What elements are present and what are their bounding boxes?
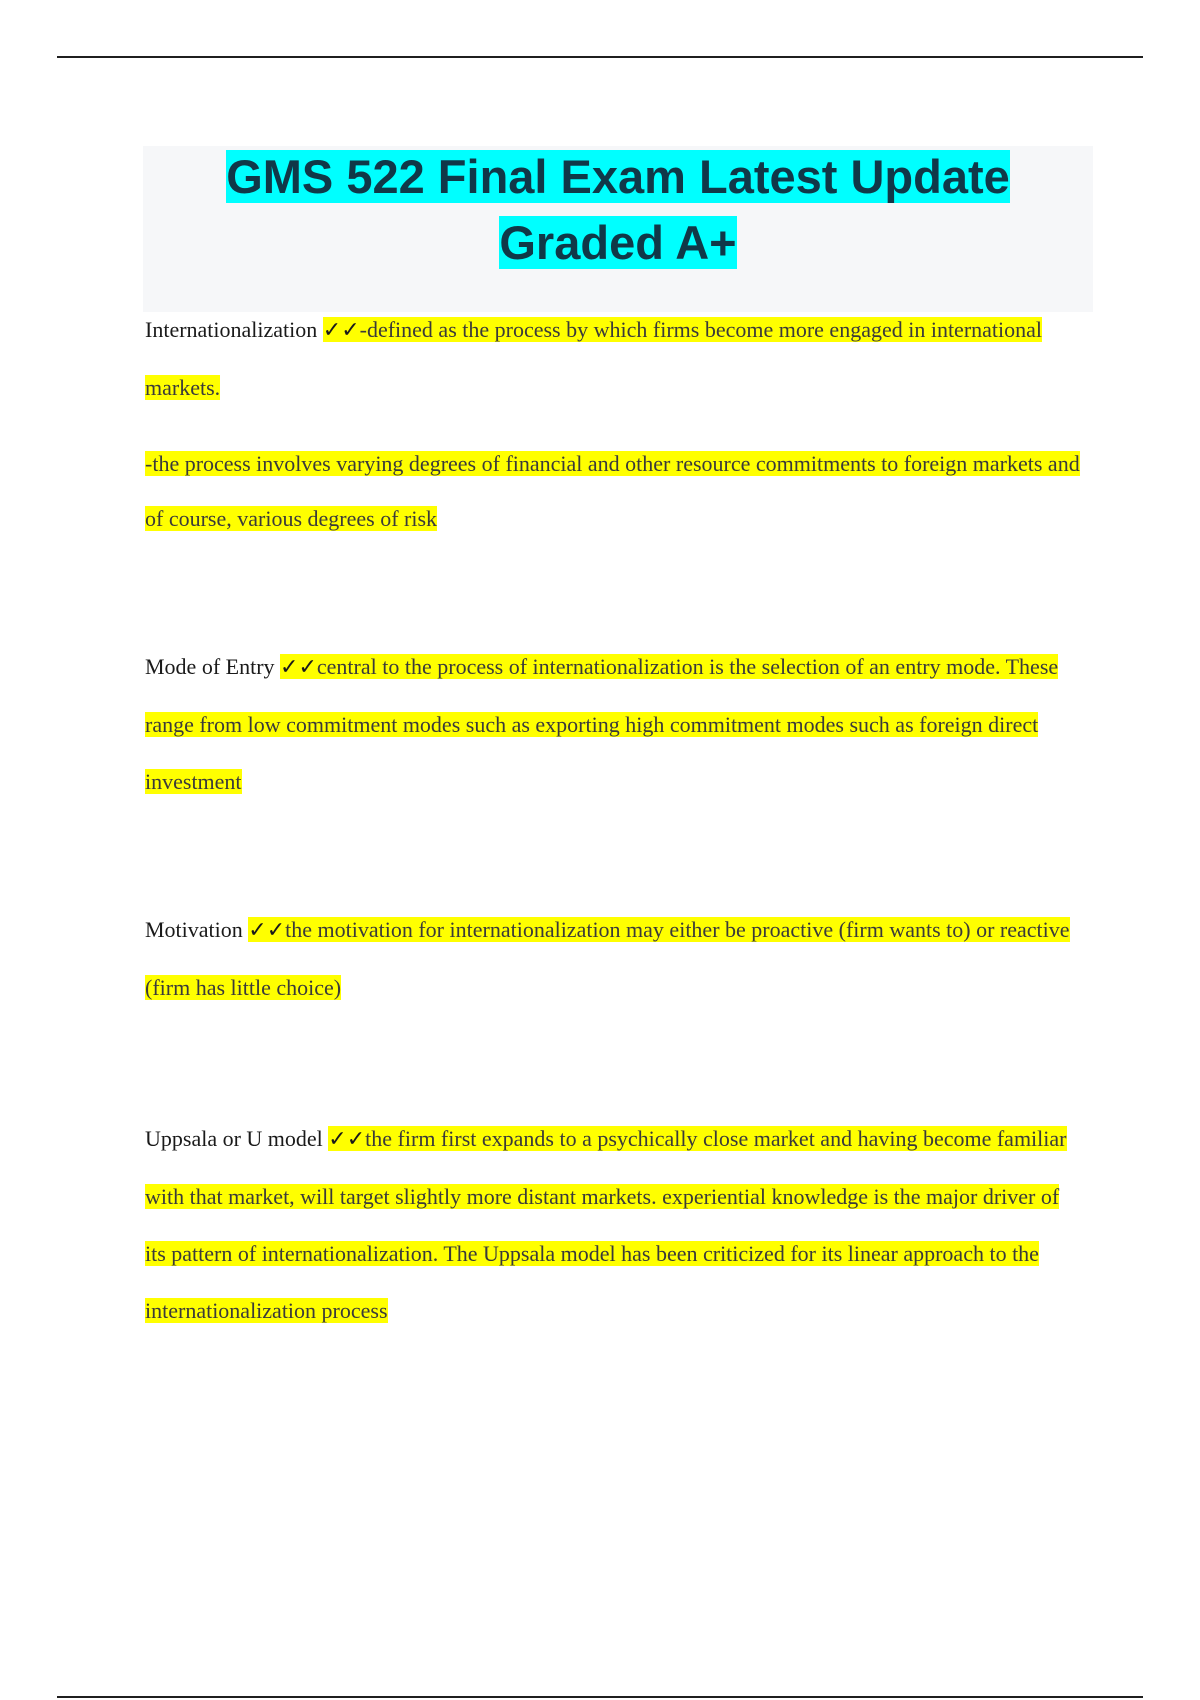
top-rule xyxy=(57,56,1143,58)
bottom-rule xyxy=(57,1696,1143,1698)
title-banner xyxy=(143,146,1093,312)
entry-mode-of-entry xyxy=(145,638,1085,810)
entry-term: Internationalization xyxy=(145,317,323,342)
check-mark-icon: ✓✓ xyxy=(280,655,317,680)
entry-internationalization-extra xyxy=(145,436,1085,546)
check-mark-icon: ✓✓ xyxy=(328,1127,366,1152)
entry-definition: -defined as the process by which firms become more engaged in international markets. xyxy=(145,317,1043,400)
check-mark-icon: ✓✓ xyxy=(248,918,286,943)
entry-definition: the motivation for internationalization may either be proactive (firm wants to) or reactive (firm has little choice) xyxy=(145,917,1070,1000)
entry-definition: central to the process of internationalization is the selection of an entry mode. These range from low commitment modes such as exporting high commitment modes such as foreign direct investment xyxy=(145,654,1059,794)
document-title: GMS 522 Final Exam Latest Update Graded A+ xyxy=(226,150,1010,269)
entry-internationalization xyxy=(145,301,1085,416)
entry-term: Mode of Entry xyxy=(145,654,281,679)
entry-definition: the firm first expands to a psychically close market and having become familiar with that market, will target slightly more distant markets. experiential knowledge is the major driver of its pattern of internationalization. The Uppsala model has been criticized for its linear approach to the internationalization process xyxy=(145,1126,1067,1323)
entry-uppsala-model xyxy=(145,1110,1085,1339)
entry-term: Motivation xyxy=(145,917,249,942)
entry-term: Uppsala or U model xyxy=(145,1126,329,1151)
check-mark-icon: ✓✓ xyxy=(322,318,360,343)
entry-extra: -the process involves varying degrees of financial and other resource commitments to foreign markets and of course, various degrees of risk xyxy=(145,451,1080,531)
entry-motivation xyxy=(145,901,1085,1016)
